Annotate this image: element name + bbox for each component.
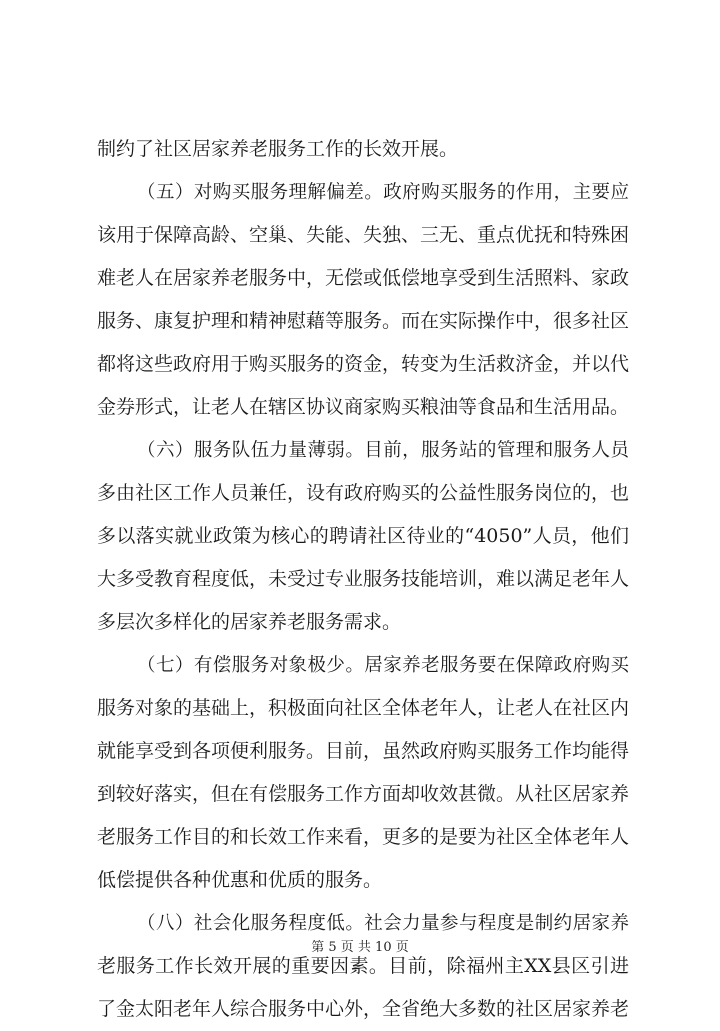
section-heading-line: （五）对购买服务理解偏差。政府购买服务的作用，主要应 — [137, 182, 629, 203]
paragraph-line: 都将这些政府用于购买服务的资金，转变为生活救济金，并以代 — [97, 353, 630, 375]
paragraph-line: 服务、康复护理和精神慰藉等服务。而在实际操作中，很多社区 — [97, 310, 630, 332]
paragraph-line: 就能享受到各项便利服务。目前，虽然政府购买服务工作均能得 — [97, 740, 630, 762]
paragraph-line: 难老人在居家养老服务中，无偿或低偿地享受到生活照料、家政 — [97, 267, 630, 289]
paragraph-line: 大多受教育程度低，未受过专业服务技能培训，难以满足老年人 — [97, 568, 630, 590]
paragraph-line: 服务对象的基础上，积极面向社区全体老年人，让老人在社区内 — [97, 697, 630, 719]
section-heading-line: （六）服务队伍力量薄弱。目前，服务站的管理和服务人员 — [137, 440, 629, 461]
paragraph-line: 老服务工作长效开展的重要因素。目前，除福州主XX县区引进 — [97, 955, 629, 977]
paragraph-line: 多以落实就业政策为核心的聘请社区待业的“4050”人员，他们 — [97, 525, 629, 547]
paragraph-line: 多层次多样化的居家养老服务需求。 — [97, 611, 402, 633]
paragraph-line: 该用于保障高龄、空巢、失能、失独、三无、重点优抚和特殊困 — [97, 224, 630, 246]
paragraph-line: 低偿提供各种优惠和优质的服务。 — [97, 869, 383, 891]
paragraph-line: 制约了社区居家养老服务工作的长效开展。 — [97, 138, 459, 160]
paragraph-line: 到较好落实，但在有偿服务工作方面却收效甚微。从社区居家养 — [97, 783, 630, 805]
document-body — [97, 128, 629, 1031]
paragraph-line: 金券形式，让老人在辖区协议商家购买粮油等食品和生活用品。 — [97, 396, 630, 418]
section-heading-line: （八）社会化服务程度低。社会力量参与程度是制约居家养 — [137, 913, 629, 934]
paragraph-line: 多由社区工作人员兼任，设有政府购买的公益性服务岗位的，也 — [97, 482, 630, 504]
section-heading-line: （七）有偿服务对象极少。居家养老服务要在保障政府购买 — [137, 655, 629, 676]
page-number-footer: 第 5 页 共 10 页 — [311, 940, 409, 955]
paragraph-line: 老服务工作目的和长效工作来看，更多的是要为社区全体老年人 — [97, 826, 630, 848]
paragraph-line: 了金太阳老年人综合服务中心外，全省绝大多数的社区居家养老 — [97, 998, 630, 1020]
